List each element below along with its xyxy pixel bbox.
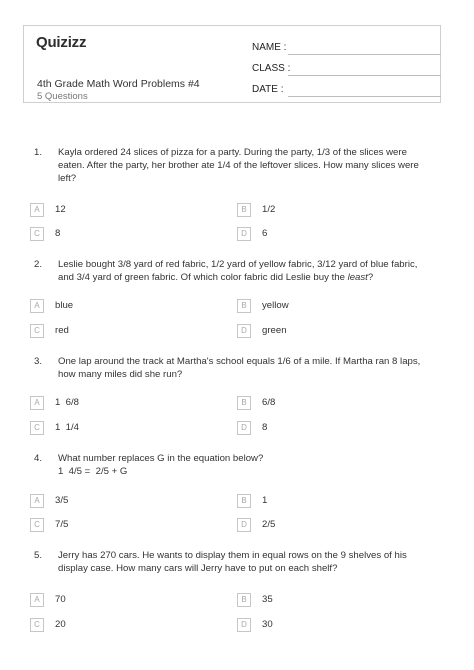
option-letter: B	[237, 299, 251, 313]
question-text-emphasis: least	[347, 272, 368, 283]
option-letter: D	[237, 518, 251, 532]
question-text	[58, 258, 436, 284]
class-line	[288, 75, 441, 76]
option-letter: A	[30, 299, 44, 313]
option-letter: C	[30, 324, 44, 338]
option-letter: A	[30, 494, 44, 508]
option-value: 1/2	[262, 204, 276, 215]
option-value: 20	[55, 619, 66, 630]
question-text: One lap around the track at Martha's school equals 1/6 of a mile. If Martha ran 8 laps, how many miles did she run?	[58, 356, 421, 380]
name-line	[288, 54, 441, 55]
option-value: 8	[262, 422, 268, 433]
option-value: red	[55, 325, 69, 336]
class-label: CLASS :	[252, 63, 291, 74]
option-letter: D	[237, 618, 251, 632]
question-number: 3.	[34, 356, 43, 367]
option-value: 1 1/4	[55, 422, 80, 433]
option-letter: A	[30, 593, 44, 607]
option-letter: C	[30, 227, 44, 241]
option-value: 1	[262, 495, 268, 506]
option-value: 6	[262, 228, 268, 239]
equation: 1 4/5 = 2/5 + G	[58, 466, 128, 477]
name-label: NAME :	[252, 42, 287, 53]
option-value: 3/5	[55, 495, 69, 506]
option-value: 70	[55, 594, 66, 605]
question-number: 1.	[34, 147, 43, 158]
option-letter: C	[30, 518, 44, 532]
question-text-part: ?	[367, 272, 374, 283]
quizizz-logo: Quizizz	[36, 34, 87, 51]
option-letter: A	[30, 203, 44, 217]
worksheet-title: 4th Grade Math Word Problems #4	[37, 78, 200, 90]
option-value: 1 6/8	[55, 397, 80, 408]
option-letter: B	[237, 593, 251, 607]
option-letter: C	[30, 421, 44, 435]
question-number: 2.	[34, 259, 43, 270]
worksheet-question-count: 5 Questions	[37, 91, 88, 102]
option-value: 6/8	[262, 397, 276, 408]
name-field	[252, 42, 286, 53]
option-letter: A	[30, 396, 44, 410]
class-field	[252, 63, 290, 74]
date-field	[252, 84, 283, 95]
question-text-line: What number replaces G in the equation below?	[58, 453, 264, 464]
option-value: 8	[55, 228, 61, 239]
question-text: Kayla ordered 24 slices of pizza for a party. During the party, 1/3 of the slices were eaten. After the party, her brother ate 1/4 of the leftover slices. How many slices were left?	[58, 147, 419, 184]
option-value: 35	[262, 594, 273, 605]
option-letter: B	[237, 494, 251, 508]
option-letter: D	[237, 227, 251, 241]
question-text: Jerry has 270 cars. He wants to display them in equal rows on the 9 shelves of his display case. How many cars will Jerry have to put on each shelf?	[58, 550, 407, 574]
option-letter: B	[237, 396, 251, 410]
option-value: green	[262, 325, 287, 336]
question-text	[58, 452, 436, 478]
date-line	[288, 96, 441, 97]
worksheet-header	[23, 25, 441, 103]
question-number: 4.	[34, 453, 43, 464]
option-value: 30	[262, 619, 273, 630]
question-number: 5.	[34, 550, 43, 561]
option-value: yellow	[262, 300, 289, 311]
option-letter: B	[237, 203, 251, 217]
option-letter: C	[30, 618, 44, 632]
option-value: blue	[55, 300, 74, 311]
option-value: 7/5	[55, 519, 69, 530]
option-value: 12	[55, 204, 66, 215]
option-letter: D	[237, 324, 251, 338]
date-label: DATE :	[252, 84, 284, 95]
question-text-part: Leslie bought 3/8 yard of red fabric, 1/2 yard of yellow fabric, 3/12 yard of blue fabric, and 3/4 yard of green fabric. Of which color fabric did Leslie buy the	[58, 259, 418, 283]
option-letter: D	[237, 421, 251, 435]
option-value: 2/5	[262, 519, 276, 530]
